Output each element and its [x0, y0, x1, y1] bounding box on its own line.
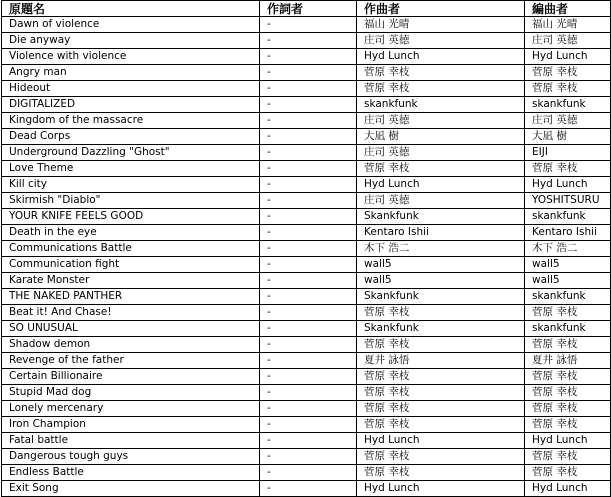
- cell-lyricist: -: [260, 177, 357, 193]
- table-row: [2, 193, 611, 209]
- cell-original-title: Communications Battle: [2, 241, 260, 257]
- cell-arranger: 菅原 幸枝: [525, 465, 611, 481]
- table-row: [2, 81, 611, 97]
- cell-lyricist: -: [260, 225, 357, 241]
- cell-arranger: Hyd Lunch: [525, 49, 611, 65]
- cell-original-title: Death in the eye: [2, 225, 260, 241]
- cell-arranger: 菅原 幸枝: [525, 337, 611, 353]
- table-row: [2, 177, 611, 193]
- cell-lyricist: -: [260, 129, 357, 145]
- cell-composer: 菅原 幸枝: [357, 337, 525, 353]
- table-row: [2, 481, 611, 497]
- cell-original-title: Fatal battle: [2, 433, 260, 449]
- cell-composer: skankfunk: [357, 97, 525, 113]
- header-row: [2, 1, 611, 17]
- header-arranger: 編曲者: [525, 1, 611, 17]
- table-row: [2, 113, 611, 129]
- cell-composer: 庄司 英徳: [357, 193, 525, 209]
- cell-lyricist: -: [260, 305, 357, 321]
- cell-composer: Skankfunk: [357, 289, 525, 305]
- cell-composer: 菅原 幸枝: [357, 305, 525, 321]
- cell-arranger: 福山 光晴: [525, 17, 611, 33]
- cell-lyricist: -: [260, 113, 357, 129]
- credits-table: [1, 0, 611, 497]
- cell-composer: 庄司 英徳: [357, 145, 525, 161]
- cell-arranger: skankfunk: [525, 289, 611, 305]
- table-row: [2, 385, 611, 401]
- cell-arranger: skankfunk: [525, 209, 611, 225]
- table-row: [2, 401, 611, 417]
- cell-original-title: Die anyway: [2, 33, 260, 49]
- cell-composer: 木下 浩二: [357, 241, 525, 257]
- cell-original-title: Hideout: [2, 81, 260, 97]
- cell-original-title: Kingdom of the massacre: [2, 113, 260, 129]
- cell-arranger: skankfunk: [525, 321, 611, 337]
- cell-arranger: Hyd Lunch: [525, 433, 611, 449]
- cell-composer: Hyd Lunch: [357, 481, 525, 497]
- table-row: [2, 369, 611, 385]
- cell-lyricist: -: [260, 289, 357, 305]
- cell-composer: 菅原 幸枝: [357, 417, 525, 433]
- cell-composer: 菅原 幸枝: [357, 465, 525, 481]
- cell-lyricist: -: [260, 353, 357, 369]
- cell-composer: 大凪 樹: [357, 129, 525, 145]
- cell-arranger: wall5: [525, 257, 611, 273]
- cell-lyricist: -: [260, 81, 357, 97]
- cell-composer: 菅原 幸枝: [357, 161, 525, 177]
- cell-composer: Skankfunk: [357, 209, 525, 225]
- cell-composer: wall5: [357, 273, 525, 289]
- cell-lyricist: -: [260, 465, 357, 481]
- cell-arranger: wall5: [525, 273, 611, 289]
- cell-arranger: 菅原 幸枝: [525, 81, 611, 97]
- cell-lyricist: -: [260, 209, 357, 225]
- cell-arranger: Hyd Lunch: [525, 177, 611, 193]
- cell-original-title: Iron Champion: [2, 417, 260, 433]
- cell-lyricist: -: [260, 257, 357, 273]
- cell-original-title: Kill city: [2, 177, 260, 193]
- table-row: [2, 129, 611, 145]
- table-row: [2, 33, 611, 49]
- cell-original-title: Dawn of violence: [2, 17, 260, 33]
- cell-arranger: 菅原 幸枝: [525, 369, 611, 385]
- cell-arranger: 菅原 幸枝: [525, 401, 611, 417]
- cell-arranger: Kentaro Ishii: [525, 225, 611, 241]
- table-row: [2, 465, 611, 481]
- table-row: [2, 449, 611, 465]
- cell-lyricist: -: [260, 481, 357, 497]
- cell-composer: Hyd Lunch: [357, 49, 525, 65]
- cell-original-title: Angry man: [2, 65, 260, 81]
- cell-lyricist: -: [260, 401, 357, 417]
- table-row: [2, 97, 611, 113]
- table-row: [2, 17, 611, 33]
- cell-arranger: 庄司 英徳: [525, 33, 611, 49]
- cell-composer: Kentaro Ishii: [357, 225, 525, 241]
- cell-original-title: Communication fight: [2, 257, 260, 273]
- cell-arranger: 菅原 幸枝: [525, 385, 611, 401]
- header-lyricist: 作詞者: [260, 1, 357, 17]
- table-row: [2, 225, 611, 241]
- cell-composer: 菅原 幸枝: [357, 401, 525, 417]
- cell-lyricist: -: [260, 321, 357, 337]
- table-row: [2, 289, 611, 305]
- cell-original-title: Stupid Mad dog: [2, 385, 260, 401]
- cell-arranger: Hyd Lunch: [525, 481, 611, 497]
- cell-composer: 菅原 幸枝: [357, 81, 525, 97]
- cell-arranger: 庄司 英徳: [525, 113, 611, 129]
- cell-original-title: Revenge of the father: [2, 353, 260, 369]
- cell-composer: Skankfunk: [357, 321, 525, 337]
- cell-original-title: Love Theme: [2, 161, 260, 177]
- cell-lyricist: -: [260, 49, 357, 65]
- cell-original-title: Beat it! And Chase!: [2, 305, 260, 321]
- table-row: [2, 209, 611, 225]
- cell-arranger: EIJI: [525, 145, 611, 161]
- cell-arranger: 菅原 幸枝: [525, 305, 611, 321]
- cell-arranger: 菅原 幸枝: [525, 65, 611, 81]
- cell-composer: 菅原 幸枝: [357, 65, 525, 81]
- cell-original-title: YOUR KNIFE FEELS GOOD: [2, 209, 260, 225]
- cell-arranger: 夏井 詠悟: [525, 353, 611, 369]
- cell-lyricist: -: [260, 385, 357, 401]
- cell-composer: Hyd Lunch: [357, 177, 525, 193]
- cell-lyricist: -: [260, 273, 357, 289]
- table-row: [2, 337, 611, 353]
- cell-original-title: Dead Corps: [2, 129, 260, 145]
- cell-composer: 庄司 英徳: [357, 113, 525, 129]
- cell-original-title: Dangerous tough guys: [2, 449, 260, 465]
- cell-lyricist: -: [260, 33, 357, 49]
- cell-lyricist: -: [260, 97, 357, 113]
- cell-original-title: Underground Dazzling "Ghost": [2, 145, 260, 161]
- cell-arranger: 菅原 幸枝: [525, 161, 611, 177]
- cell-composer: 菅原 幸枝: [357, 369, 525, 385]
- cell-original-title: Lonely mercenary: [2, 401, 260, 417]
- table-row: [2, 161, 611, 177]
- cell-composer: 庄司 英徳: [357, 33, 525, 49]
- cell-original-title: Exit Song: [2, 481, 260, 497]
- cell-arranger: skankfunk: [525, 97, 611, 113]
- table-row: [2, 257, 611, 273]
- table-row: [2, 433, 611, 449]
- cell-lyricist: -: [260, 449, 357, 465]
- table-row: [2, 353, 611, 369]
- cell-arranger: 菅原 幸枝: [525, 417, 611, 433]
- cell-lyricist: -: [260, 17, 357, 33]
- table-header: [2, 1, 611, 17]
- cell-lyricist: -: [260, 193, 357, 209]
- table-row: [2, 145, 611, 161]
- cell-composer: wall5: [357, 257, 525, 273]
- cell-original-title: SO UNUSUAL: [2, 321, 260, 337]
- cell-composer: Hyd Lunch: [357, 433, 525, 449]
- cell-lyricist: -: [260, 241, 357, 257]
- cell-arranger: 菅原 幸枝: [525, 449, 611, 465]
- cell-composer: 夏井 詠悟: [357, 353, 525, 369]
- cell-composer: 福山 光晴: [357, 17, 525, 33]
- cell-arranger: 木下 浩二: [525, 241, 611, 257]
- header-composer: 作曲者: [357, 1, 525, 17]
- cell-lyricist: -: [260, 65, 357, 81]
- cell-arranger: YOSHITSURU: [525, 193, 611, 209]
- cell-original-title: Certain Billionaire: [2, 369, 260, 385]
- cell-original-title: Shadow demon: [2, 337, 260, 353]
- cell-original-title: DIGITALIZED: [2, 97, 260, 113]
- cell-composer: 菅原 幸枝: [357, 385, 525, 401]
- table-row: [2, 417, 611, 433]
- table-row: [2, 65, 611, 81]
- cell-original-title: THE NAKED PANTHER: [2, 289, 260, 305]
- table-row: [2, 241, 611, 257]
- cell-original-title: Violence with violence: [2, 49, 260, 65]
- cell-arranger: 大凪 樹: [525, 129, 611, 145]
- table-row: [2, 321, 611, 337]
- cell-original-title: Skirmish "Diablo": [2, 193, 260, 209]
- table-body: [2, 17, 611, 497]
- cell-original-title: Endless Battle: [2, 465, 260, 481]
- header-original-title: 原題名: [2, 1, 260, 17]
- cell-lyricist: -: [260, 369, 357, 385]
- table-row: [2, 273, 611, 289]
- cell-lyricist: -: [260, 433, 357, 449]
- table-row: [2, 305, 611, 321]
- cell-original-title: Karate Monster: [2, 273, 260, 289]
- cell-lyricist: -: [260, 145, 357, 161]
- cell-lyricist: -: [260, 337, 357, 353]
- cell-composer: 菅原 幸枝: [357, 449, 525, 465]
- cell-lyricist: -: [260, 161, 357, 177]
- table-row: [2, 49, 611, 65]
- cell-lyricist: -: [260, 417, 357, 433]
